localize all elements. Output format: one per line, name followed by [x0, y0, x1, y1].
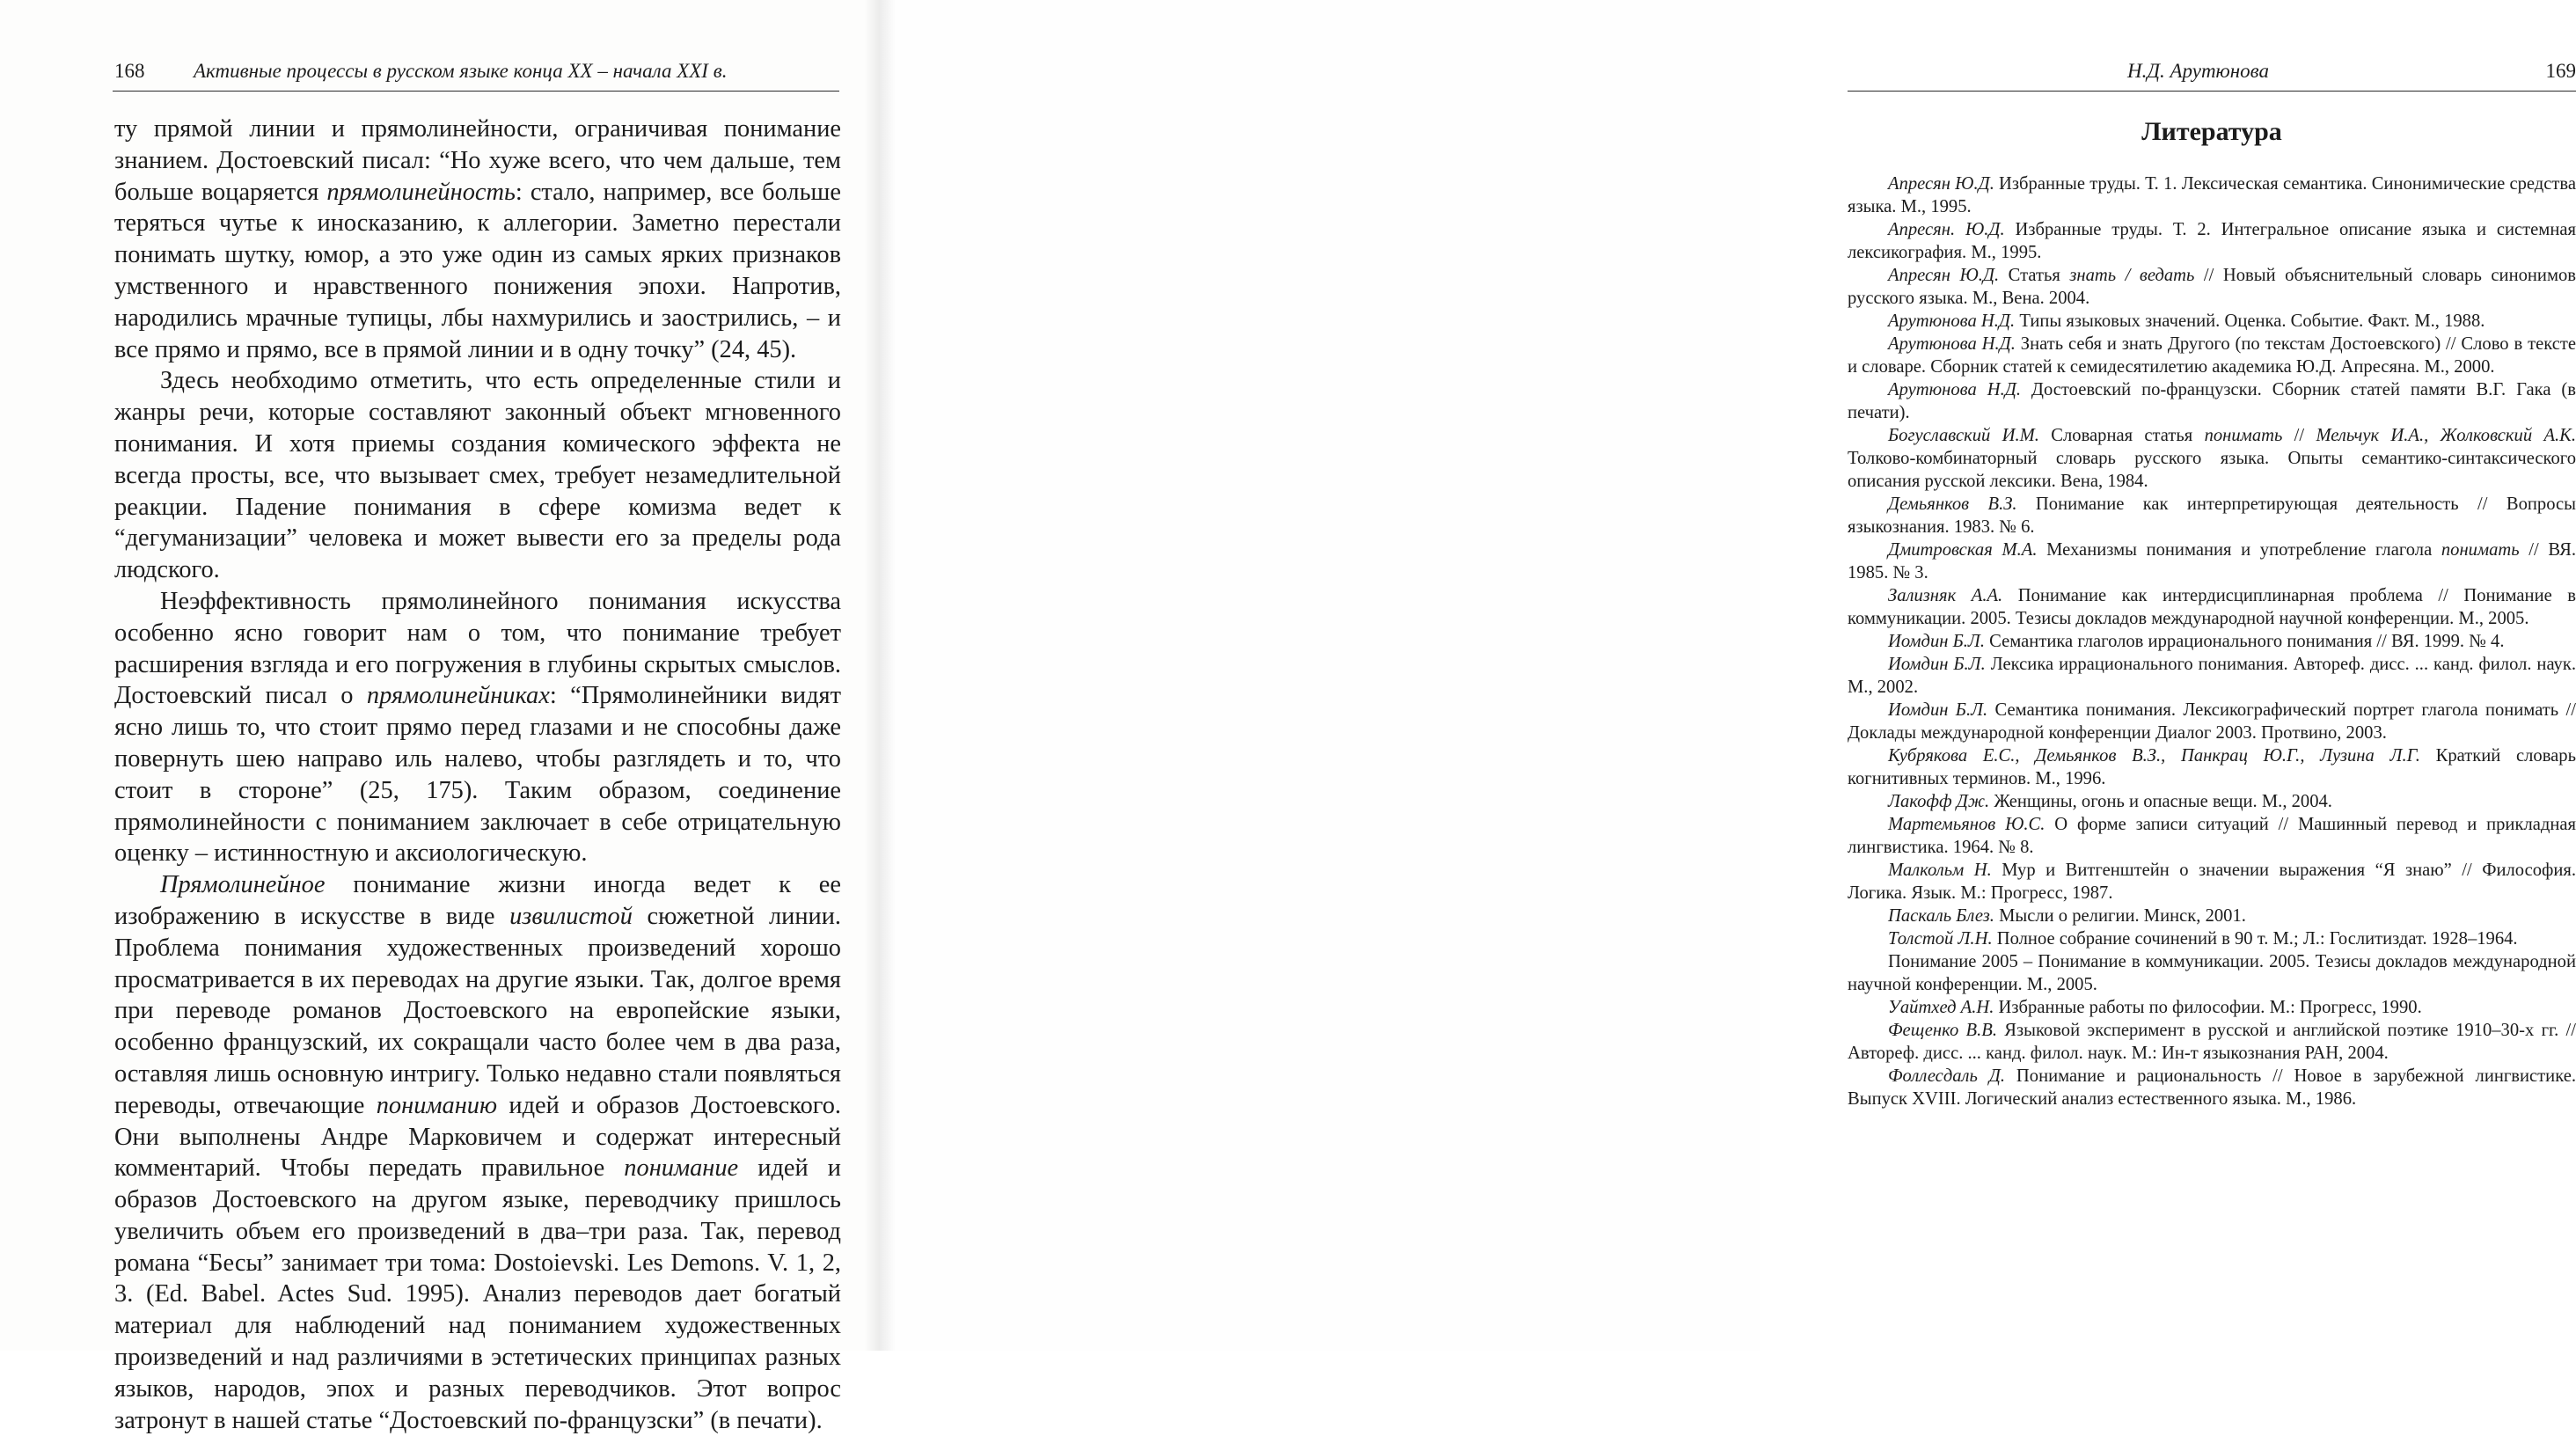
reference-entry	[1848, 790, 2576, 813]
italic-text: Малкольм Н.	[1888, 861, 1992, 880]
italic-text: прямолинейность	[326, 179, 516, 206]
left-page	[0, 0, 880, 1351]
reference-entry	[1848, 264, 2576, 310]
text-run: Мысли о религии. Минск, 2001.	[1994, 906, 2246, 926]
section-title: Литература	[1848, 114, 2576, 150]
italic-text: знать / ведать	[2069, 266, 2194, 285]
reference-entry	[1848, 859, 2576, 905]
reference-entry	[1848, 699, 2576, 744]
text-run: идей и образов Достоевского на другом языке, переводчику пришлось увеличить объем его произведений в два–три раза. Так, перевод романа “Бесы” занимает три тома: Dostoievski. Les Demons. V. 1, 2, 3. (Ed. Babel. Actes Sud. 1995). Анализ переводов дает богатый материал для наблюдений над пониманием художественных произведений и над различиями в эстетических принципах разных языков, народов, эпох и разных переводчиков. Этот вопрос затронут в нашей статье “Достоевский по-французски” (в печати).	[114, 1154, 841, 1433]
text-run: О форме записи ситуаций // Машинный перевод и прикладная лингвистика. 1964. № 8.	[1848, 815, 2576, 857]
reference-entry	[1848, 905, 2576, 927]
text-run: Неэффективность прямолинейного понимания искусства особенно ясно говорит нам о том, что понимание требует расширения взгляда и его погружения в глубины скрытых смыслов. Достоевский писал о	[114, 588, 841, 709]
reference-entry	[1848, 424, 2576, 493]
left-running-title: Активные процессы в русском языке конца XX – начала XXI в.	[194, 58, 727, 84]
book-gutter	[864, 0, 896, 1351]
left-body-text	[114, 114, 841, 1436]
text-run: Понимание как интердисциплинарная проблема // Понимание в коммуникации. 2005. Тезисы докладов международной научной конференции. М., 2005.	[1848, 586, 2576, 628]
italic-text: Мельчук И.А., Жолковский А.К.	[2316, 426, 2576, 445]
italic-text: Кубрякова Е.С., Демьянков В.З., Панкрац Ю.Г., Лузина Л.Г.	[1888, 746, 2420, 766]
text-run: Словарная статья	[2039, 426, 2205, 445]
text-run: Семантика понимания. Лексикографический портрет глагола понимать // Доклады международной конференции Диалог 2003. Протвино, 2003.	[1848, 700, 2576, 743]
reference-list	[1848, 172, 2576, 1110]
reference-entry	[1848, 493, 2576, 538]
italic-text: Фоллесдаль Д.	[1888, 1066, 2005, 1086]
italic-text: Арутюнова Н.Д.	[1888, 380, 2021, 399]
italic-text: Зализняк А.А.	[1888, 586, 2002, 605]
italic-text: Демьянков В.З.	[1888, 495, 2017, 514]
text-run: Механизмы понимания и употребление глагола	[2037, 540, 2441, 560]
italic-text: Арутюнова Н.Д.	[1888, 334, 2016, 354]
text-run: Понимание 2005 – Понимание в коммуникации. 2005. Тезисы докладов международной научной конференции. М., 2005.	[1848, 952, 2576, 994]
right-running-title: Н.Д. Арутюнова	[2127, 58, 2269, 84]
reference-entry	[1848, 584, 2576, 630]
right-page-number: 169	[2546, 58, 2576, 84]
body-paragraph	[114, 365, 841, 586]
right-running-head	[1848, 58, 2576, 93]
body-paragraph	[114, 869, 841, 1436]
text-run: Знать себя и знать Другого (по текстам Достоевского) // Слово в тексте и словаре. Сборник статей к семидесятилетию академика Ю.Д. Апресяна. М., 2000.	[1848, 334, 2576, 377]
reference-entry	[1848, 378, 2576, 424]
text-run: : стало, например, все больше теряться чутье к иносказанию, к аллегории. Заметно перестали понимать шутку, юмор, а это уже один из самых ярких признаков умственного и нравственного понижения эпохи. Напротив, народились мрачные тупицы, лбы нахмурились и заострились, – и все прямо и прямо, все в прямой линии и в одну точку” (24, 45).	[114, 179, 841, 363]
left-header-rule	[113, 91, 839, 92]
text-run: Понимание как интерпретирующая деятельность // Вопросы языкознания. 1983. № 6.	[1848, 495, 2576, 537]
text-run: ту прямой линии и прямолинейности, ограничивая понимание знанием. Достоевский писал: “Но хуже всего, что чем дальше, тем больше воцаряется	[114, 115, 841, 206]
text-run: Полное собрание сочинений в 90 т. М.; Л.: Гослитиздат. 1928–1964.	[1993, 929, 2518, 949]
text-run: Понимание и рациональность // Новое в зарубежной лингвистике. Выпуск XVIII. Логический анализ естественного языка. М., 1986.	[1848, 1066, 2576, 1109]
text-run: идей и образов Достоевского. Они выполнены Андре Марковичем и содержат интересный комментарий. Чтобы передать правильное	[114, 1092, 841, 1183]
right-header-rule	[1848, 91, 2576, 92]
italic-text: Богуславский И.М.	[1888, 426, 2039, 445]
text-run: Толково-комбинаторный словарь русского языка. Опыты семантико-синтаксического описания русской лексики. Вена, 1984.	[1848, 449, 2576, 491]
italic-text: Толстой Л.Н.	[1888, 929, 1993, 949]
reference-entry	[1848, 172, 2576, 218]
text-run: : “Прямолинейники видят ясно лишь то, что стоит прямо перед глазами и не способны даже повернуть шею направо иль налево, чтобы разглядеть и то, что стоит в стороне” (25, 175). Таким образом, соединение прямолинейности с пониманием заключает в себе отрицательную оценку – истинностную и аксиологическую.	[114, 682, 841, 867]
reference-entry	[1848, 950, 2576, 996]
reference-entry	[1848, 927, 2576, 950]
italic-text: Дмитровская М.А.	[1888, 540, 2037, 560]
reference-entry	[1848, 538, 2576, 584]
text-run: Избранные труды. Т. 2. Интегральное описание языка и системная лексикография. М., 1995.	[1848, 220, 2576, 262]
italic-text: Апресян Ю.Д.	[1888, 174, 1994, 194]
text-run: Женщины, огонь и опасные вещи. М., 2004.	[1989, 792, 2332, 811]
italic-text: Арутюнова Н.Д.	[1888, 311, 2015, 331]
text-run: // Новый объяснительный словарь синонимов русского языка. М., Вена. 2004.	[1848, 266, 2576, 308]
reference-entry	[1848, 218, 2576, 264]
italic-text: Лакофф Дж.	[1888, 792, 1989, 811]
body-paragraph	[114, 586, 841, 869]
right-page	[880, 0, 1760, 1351]
italic-text: Мартемьянов Ю.С.	[1888, 815, 2045, 834]
text-run: Лексика иррационального понимания. Автореф. дисс. ... канд. филол. наук. М., 2002.	[1848, 655, 2576, 697]
italic-text: понимать	[2205, 426, 2283, 445]
text-run: сюжетной линии. Проблема понимания художественных произведений хорошо просматривается в их переводах на другие языки. Так, долгое время при переводе романов Достоевского на европейские языки, особенно французский, их сокращали часто более чем в два раза, оставляя лишь основную интригу. Только недавно стали появляться переводы, отвечающие	[114, 903, 841, 1119]
text-run: // ВЯ. 1985. № 3.	[1848, 540, 2576, 582]
text-run: Избранные труды. Т. 1. Лексическая семантика. Синонимические средства языка. М., 1995.	[1848, 174, 2576, 216]
reference-entry	[1848, 813, 2576, 859]
italic-text: Паскаль Блез.	[1888, 906, 1994, 926]
text-run: Статья	[1999, 266, 2069, 285]
reference-entry	[1848, 310, 2576, 333]
italic-text: Апресян. Ю.Д.	[1888, 220, 2005, 239]
italic-text: понимание	[624, 1154, 738, 1182]
reference-entry	[1848, 996, 2576, 1019]
text-run: Семантика глаголов иррационального понимания // ВЯ. 1999. № 4.	[1985, 632, 2504, 651]
italic-text: Иомдин Б.Л.	[1888, 632, 1985, 651]
italic-text: прямолинейниках	[367, 682, 550, 709]
reference-entry	[1848, 1065, 2576, 1110]
left-page-number: 168	[114, 58, 145, 84]
text-run: понимание жизни иногда ведет к ее изображению в искусстве в виде	[114, 871, 841, 930]
text-run: Избранные работы по философии. М.: Прогресс, 1990.	[1994, 998, 2421, 1017]
text-run: Краткий словарь когнитивных терминов. М., 1996.	[1848, 746, 2576, 788]
body-paragraph	[114, 114, 841, 365]
text-run: Здесь необходимо отметить, что есть определенные стили и жанры речи, которые составляют законный объект мгновенного понимания. И хотя приемы создания комического эффекта не всегда просты, все, что вызывает смех, требует незамедлительной реакции. Падение понимания в сфере комизма ведет к “дегуманизации” человека и может вывести его за пределы рода людского.	[114, 367, 841, 583]
text-run: Достоевский по-французски. Сборник статей памяти В.Г. Гака (в печати).	[1848, 380, 2576, 422]
italic-text: Прямолинейное	[160, 871, 325, 898]
text-run: Языковой эксперимент в русской и английской поэтике 1910–30-х гг. // Автореф. дисс. ... канд. филол. наук. М.: Ин-т языкознания РАН, 2004.	[1848, 1021, 2576, 1063]
text-run: //	[2282, 426, 2316, 445]
italic-text: Иомдин Б.Л.	[1888, 655, 1986, 674]
left-running-head	[114, 58, 841, 93]
reference-entry	[1848, 333, 2576, 378]
italic-text: пониманию	[377, 1092, 497, 1119]
reference-entry	[1848, 653, 2576, 699]
text-run: Типы языковых значений. Оценка. Событие. Факт. М., 1988.	[2015, 311, 2485, 331]
reference-entry	[1848, 630, 2576, 653]
text-run: Мур и Витгенштейн о значении выражения “Я знаю” // Философия. Логика. Язык. М.: Прогресс, 1987.	[1848, 861, 2576, 903]
reference-entry	[1848, 744, 2576, 790]
bibliography-section	[1848, 114, 2576, 1110]
italic-text: Апресян Ю.Д.	[1888, 266, 1999, 285]
italic-text: извилистой	[509, 903, 633, 930]
italic-text: понимать	[2441, 540, 2520, 560]
reference-entry	[1848, 1019, 2576, 1065]
italic-text: Фещенко В.В.	[1888, 1021, 1997, 1040]
italic-text: Иомдин Б.Л.	[1888, 700, 1987, 720]
italic-text: Уайтхед А.Н.	[1888, 998, 1994, 1017]
